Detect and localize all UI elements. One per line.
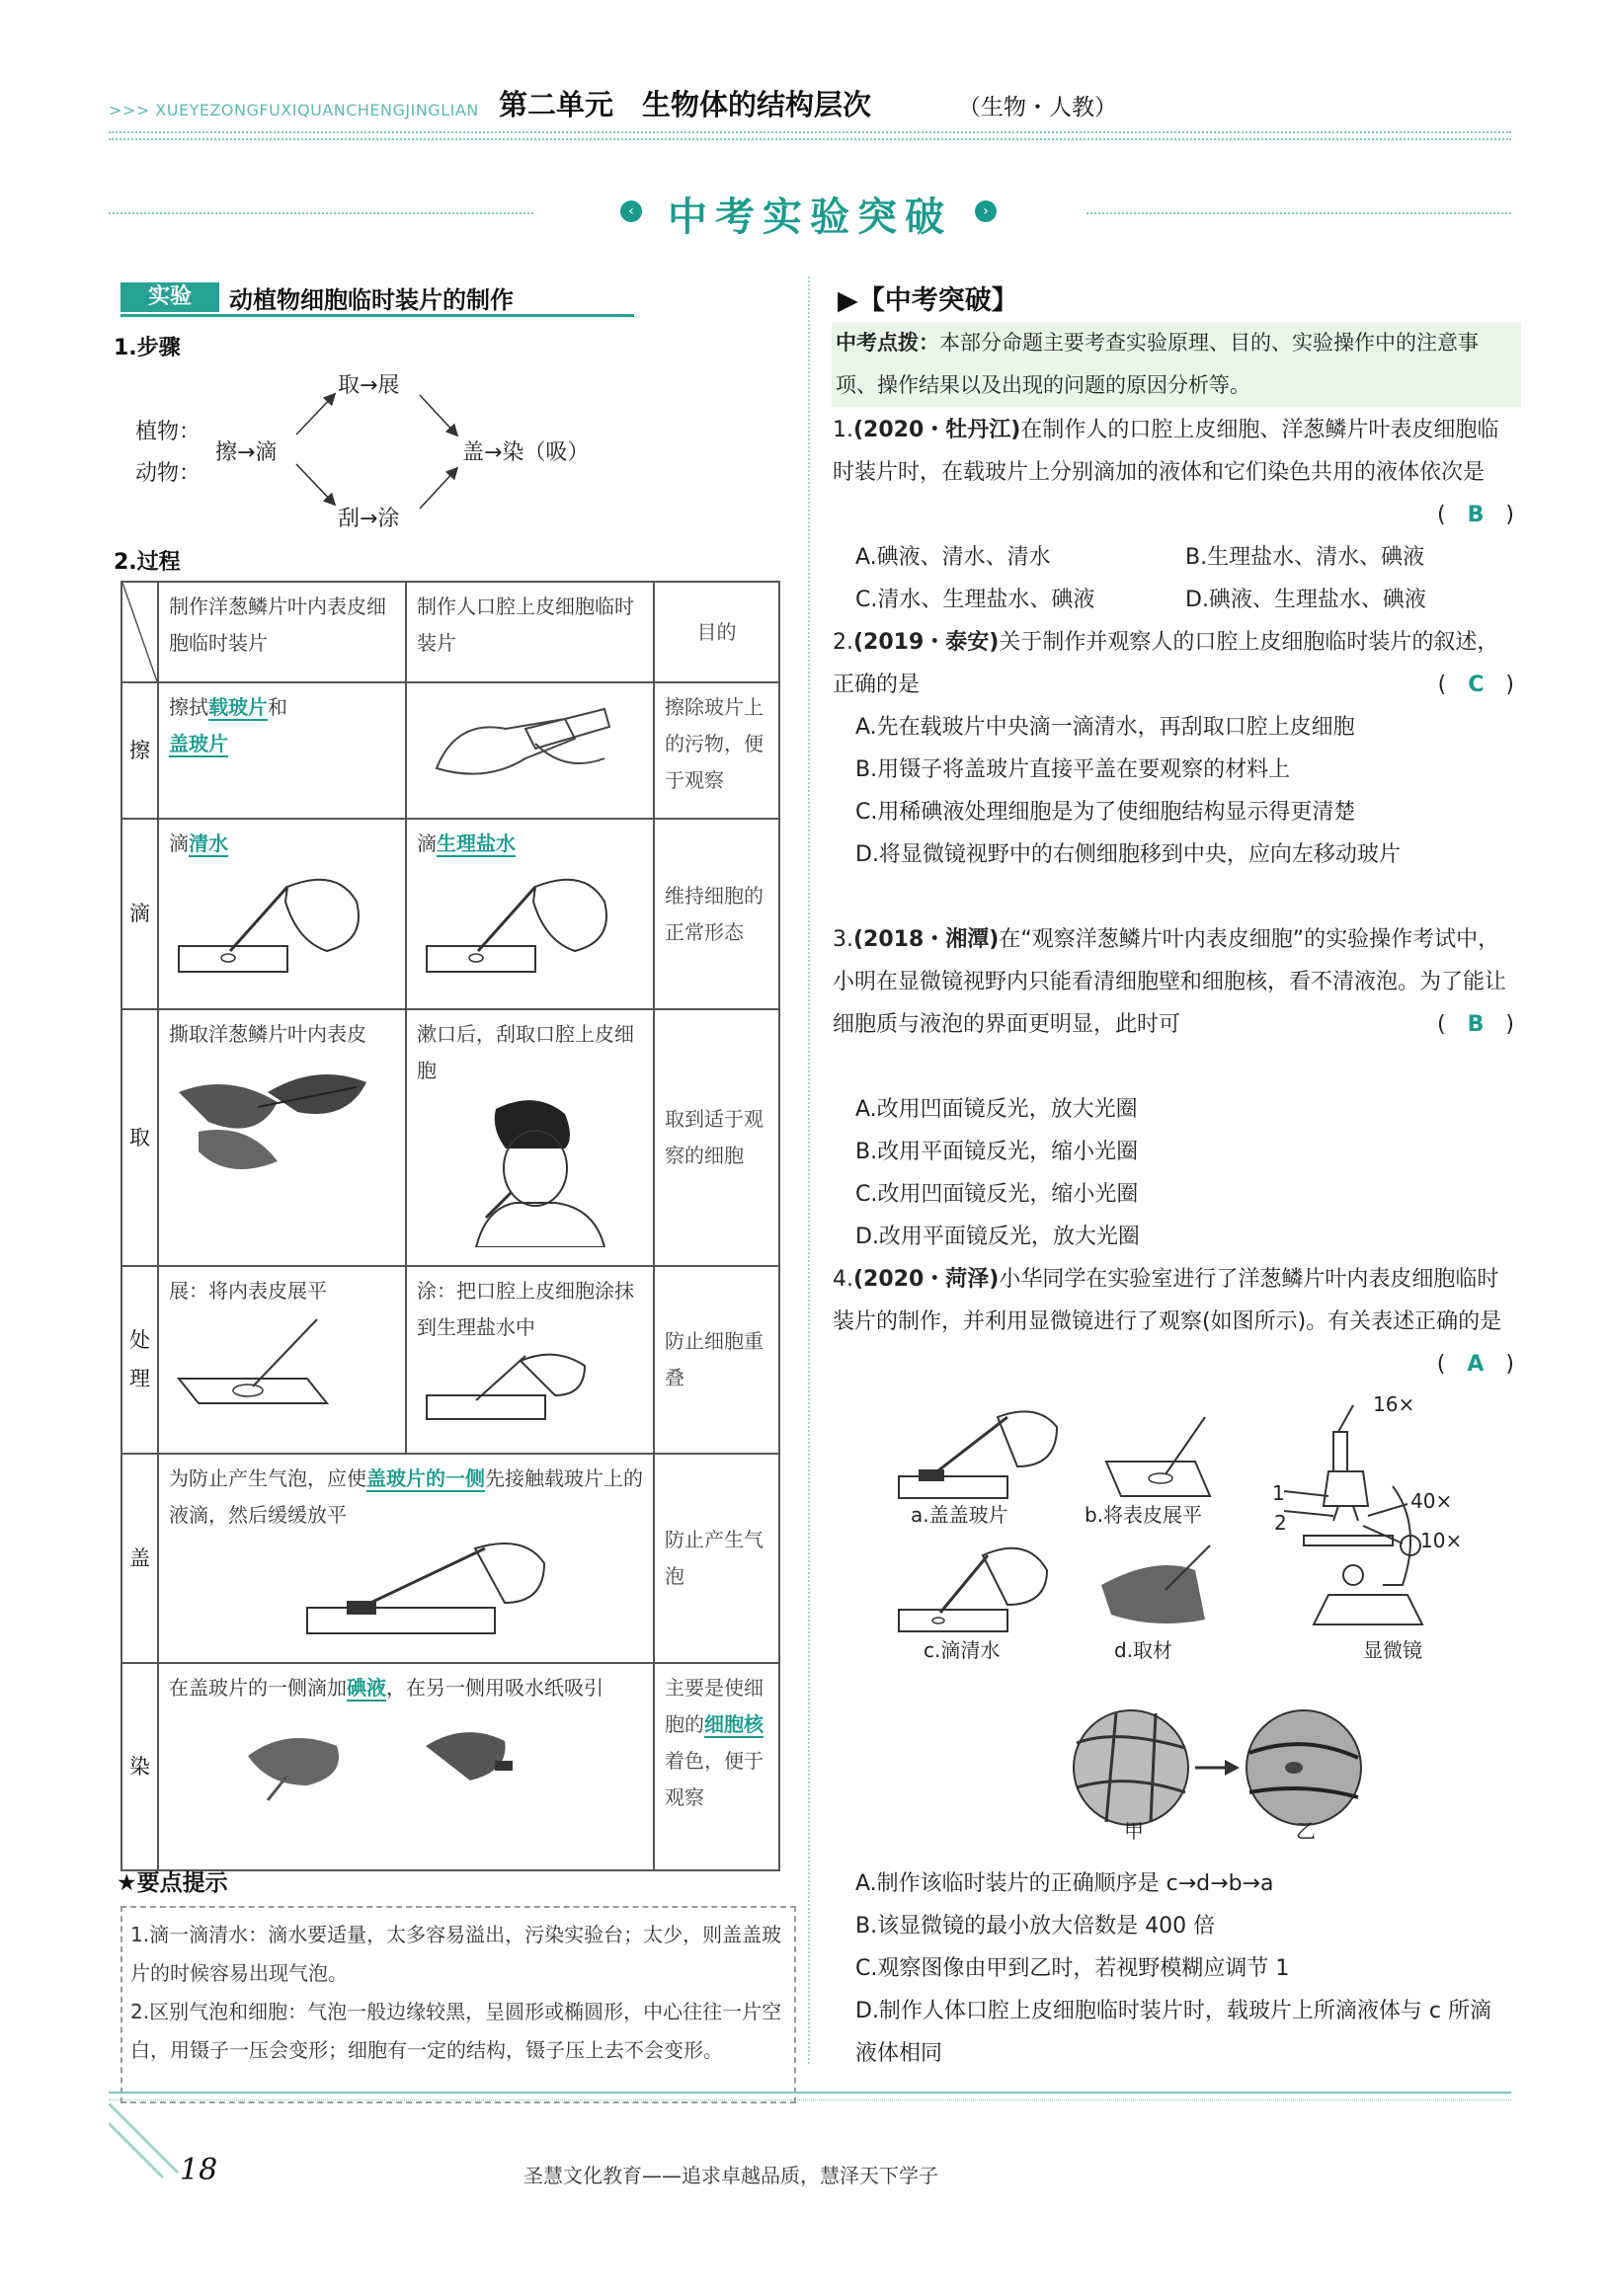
q1-option-b: B.生理盐水、清水、碘液 — [1185, 545, 1425, 570]
staining-hands-image — [228, 1706, 643, 1805]
q4-option-c: C.观察图像由甲到乙时，若视野模糊应调节 1 — [855, 1956, 1290, 1981]
q3-option-d: D.改用平面镜反光，放大光圈 — [855, 1225, 1140, 1249]
row-process-goal: 防止细胞重叠 — [654, 1266, 779, 1454]
tips-heading: ★要点提示 — [117, 1870, 228, 1896]
fig-label-d: d.取材 — [1114, 1638, 1173, 1662]
cover-text-a: 为防止产生气泡，应使 — [169, 1466, 366, 1490]
stain-goal-a: 主要是使细胞的 — [665, 1676, 764, 1736]
table-row — [121, 1266, 779, 1454]
q4-option-d: D.制作人体口腔上皮细胞临时装片时，载玻片上所滴液体与 c 所滴液体相同 — [855, 1999, 1492, 2066]
row-stain-goal — [654, 1663, 779, 1870]
table-corner — [121, 582, 158, 682]
page-number: 18 — [180, 2153, 218, 2187]
row-cover-text — [158, 1454, 654, 1663]
fig-label-microscope: 显微镜 — [1363, 1638, 1422, 1662]
col-plant-header: 制作洋葱鳞片叶内表皮细胞临时装片 — [158, 582, 406, 682]
q3-answer: B — [1467, 1012, 1485, 1037]
row-step-label: 处理 — [121, 1266, 158, 1454]
row-wipe-plant — [158, 682, 406, 819]
q1-source: (2020・牡丹江) — [853, 418, 1021, 442]
row-wipe-illustration — [406, 682, 654, 819]
step-start: 擦→滴 — [215, 440, 278, 465]
guide-text: 本部分命题主要考查实验原理、目的、实验操作中的注意事项、操作结果以及出现的问题的原因分析等。 — [836, 331, 1479, 397]
row-drop-plant — [158, 819, 406, 1009]
exam-guide — [832, 322, 1521, 407]
steps-arrows — [0, 0, 691, 553]
q2-option-b: B.用镊子将盖玻片直接平盖在要观察的材料上 — [855, 757, 1291, 782]
process-table — [121, 581, 780, 1871]
row-cover-goal: 防止产生气泡 — [654, 1454, 779, 1663]
fig-label-16x: 16× — [1373, 1392, 1415, 1416]
q2-option-c: C.用稀碘液处理细胞是为了使细胞结构显示得更清楚 — [855, 800, 1356, 825]
q4-figure — [869, 1397, 1521, 1852]
fig-a-image — [899, 1411, 1057, 1498]
footer-divider — [109, 2092, 1511, 2094]
q1-option-c: C.清水、生理盐水、碘液 — [855, 588, 1095, 612]
view-yi-image — [1246, 1710, 1361, 1825]
smearing-cells-image — [417, 1346, 624, 1425]
cover-highlight: 盖玻片的一侧 — [366, 1466, 485, 1490]
q4-num: 4. — [833, 1267, 853, 1292]
table-header-row — [121, 582, 779, 682]
fig-d-image — [1101, 1545, 1210, 1623]
fig-c-image — [899, 1548, 1047, 1631]
row-process-animal — [406, 1266, 654, 1454]
wipe-highlight-cover: 盖玻片 — [169, 732, 228, 755]
row-take-plant — [158, 1009, 406, 1266]
chevron-right-icon: › — [975, 200, 997, 222]
row-step-label: 滴 — [121, 819, 158, 1009]
q3-stem: 在“观察洋葱鳞片叶内表皮细胞”的实验操作考试中，小明在显微镜视野内只能看清细胞壁和细胞核，看不清液泡。为了能让细胞质与液泡的界面更明显，此时可 — [833, 927, 1507, 1037]
stain-highlight-iodine: 碘液 — [347, 1676, 386, 1700]
fig-label-part-1: 1 — [1272, 1481, 1285, 1505]
q2-option-d: D.将显微镜视野中的右侧细胞移到中央，应向左移动玻片 — [855, 842, 1401, 867]
table-row — [121, 1009, 779, 1266]
tip-item: 2.区别气泡和细胞：气泡一般边缘较黑，呈圆形或椭圆形，中心往往一片空白，用镊子一压会变形；细胞有一定的结构，镊子压上去不会变形。 — [130, 2000, 782, 2062]
row-step-label: 染 — [121, 1663, 158, 1870]
q3-option-a: A.改用凹面镜反光，放大光圈 — [855, 1097, 1138, 1122]
q3-source: (2018・湘潭) — [853, 927, 1000, 952]
question-3: 3.(2018・湘潭)在“观察洋葱鳞片叶内表皮细胞”的实验操作考试中，小明在显微镜视野内只能看清细胞壁和细胞核，看不清液泡。为了能让细胞质与液泡的界面更明显，此时可 ( B ) — [833, 927, 1514, 1037]
row-stain-text — [158, 1663, 654, 1870]
q3-option-b: B.改用平面镜反光，缩小光圈 — [855, 1140, 1139, 1164]
q2-answer: C — [1468, 673, 1485, 697]
table-row — [121, 1663, 779, 1870]
dropper-slide-image-2 — [417, 862, 624, 990]
peeling-onion-image — [169, 1053, 376, 1181]
q1-option-d: D.碘液、生理盐水、碘液 — [1185, 588, 1426, 612]
step-lower: 刮→涂 — [338, 507, 400, 531]
fig-b-image — [1106, 1417, 1210, 1496]
fig-label-part-2: 2 — [1274, 1511, 1287, 1535]
dropper-slide-image — [169, 862, 376, 990]
q2-num: 2. — [833, 630, 853, 655]
q2-option-a: A.先在载玻片中央滴一滴清水，再刮取口腔上皮细胞 — [855, 715, 1355, 740]
drop-highlight-water: 清水 — [189, 831, 228, 855]
q4-source: (2020・菏泽) — [853, 1267, 1000, 1292]
q4-option-b: B.该显微镜的最小放大倍数是 400 倍 — [855, 1914, 1216, 1939]
fig-label-b: b.将表皮展平 — [1085, 1503, 1203, 1527]
step-upper: 取→展 — [338, 373, 400, 398]
fig-label-40x: 40× — [1410, 1489, 1453, 1513]
breakthrough-heading: ▶【中考突破】 — [838, 285, 1018, 316]
q3-num: 3. — [833, 927, 853, 952]
table-row — [121, 1454, 779, 1663]
stain-goal-b: 着色，便于观察 — [665, 1749, 764, 1809]
section-banner: 中考实验突破 — [668, 195, 952, 240]
cover-text-b: 先接触载玻片上的液滴，然后缓缓放平 — [169, 1466, 643, 1527]
q3-option-c: C.改用凹面镜反光，缩小光圈 — [855, 1182, 1139, 1207]
subject-label: （生物・人教） — [958, 95, 1117, 120]
corner-diagonal — [122, 583, 157, 681]
column-divider — [808, 277, 810, 2064]
q2-source: (2019・泰安) — [853, 630, 1000, 655]
fig-label-jia: 甲 — [1124, 1819, 1144, 1843]
stain-text-b: ，在另一侧用吸水纸吸引 — [386, 1676, 603, 1700]
steps-heading: 1.步骤 — [114, 336, 181, 360]
unit-title: 第二单元 生物体的结构层次 — [499, 88, 872, 121]
plant-label: 植物： — [135, 420, 201, 444]
guide-label: 中考点拨： — [836, 331, 939, 355]
spreading-tissue-image — [169, 1309, 376, 1418]
row-process-plant — [158, 1266, 406, 1454]
q1-stem: 在制作人的口腔上皮细胞、洋葱鳞片叶表皮细胞临时装片时，在载玻片上分别滴加的液体和它们染色共用的液体依次是 — [833, 418, 1499, 485]
step-end: 盖→染（吸） — [462, 440, 590, 465]
tip-item: 1.滴一滴清水：滴水要适量，太多容易溢出，污染实验台；太少，则盖盖玻片的时候容易出现气泡。 — [130, 1923, 782, 1985]
col-goal-header: 目的 — [654, 582, 779, 682]
wipe-highlight-slide: 载玻片 — [208, 695, 268, 719]
experiment-title: 动植物细胞临时装片的制作 — [229, 286, 514, 314]
take-animal-text: 漱口后，刮取口腔上皮细胞 — [417, 1022, 634, 1082]
tips-text — [130, 1916, 787, 2070]
process-animal-text: 涂：把口腔上皮细胞涂抹到生理盐水中 — [417, 1279, 634, 1339]
question-4: 4.(2020・菏泽)小华同学在实验室进行了洋葱鳞片叶内表皮细胞临时装片的制作，并利用显微镜进行了观察(如图所示)。有关表述正确的是 ( A ) — [833, 1267, 1514, 1377]
question-2: 2.(2019・泰安)关于制作并观察人的口腔上皮细胞临时装片的叙述，正确的是 ( C ) — [833, 630, 1514, 697]
banner-line-right — [1086, 212, 1511, 214]
row-step-label: 取 — [121, 1009, 158, 1266]
wipe-text-b: 和 — [268, 695, 287, 719]
lowering-coverslip-image — [228, 1534, 643, 1642]
stain-text-a: 在盖玻片的一侧滴加 — [169, 1676, 347, 1700]
drop-highlight-saline: 生理盐水 — [437, 831, 516, 855]
col-animal-header: 制作人口腔上皮细胞临时装片 — [406, 582, 654, 682]
wiping-hands-image — [417, 689, 624, 798]
fig-label-c: c.滴清水 — [924, 1638, 1001, 1662]
row-drop-animal — [406, 819, 654, 1009]
q1-num: 1. — [833, 418, 853, 442]
q4-answer: A — [1467, 1352, 1485, 1377]
view-arrow — [1195, 1760, 1240, 1776]
q1-option-a: A.碘液、清水、清水 — [855, 545, 1051, 570]
row-step-label: 盖 — [121, 1454, 158, 1663]
row-wipe-goal: 擦除玻片上的污物，便于观察 — [654, 682, 779, 819]
fig-label-yi: 乙 — [1296, 1819, 1316, 1843]
footer-divider-2 — [109, 2099, 1511, 2100]
wipe-text-a: 擦拭 — [169, 695, 208, 719]
experiment-tag: 实验 — [121, 282, 219, 312]
microscope-image — [1284, 1405, 1422, 1624]
footer-slogan: 圣慧文化教育——追求卓越品质，慧泽天下学子 — [523, 2164, 938, 2187]
row-step-label: 擦 — [121, 682, 158, 819]
header-pinyin: >>> XUEYEZONGFUXIQUANCHENGJINGLIAN — [109, 101, 479, 119]
boy-scraping-cheek-image — [417, 1089, 624, 1247]
row-take-animal — [406, 1009, 654, 1266]
drop-text: 滴 — [169, 831, 189, 855]
fig-label-a: a.盖盖玻片 — [911, 1503, 1008, 1527]
fig-label-10x: 10× — [1420, 1529, 1463, 1552]
process-plant-text: 展：将内表皮展平 — [169, 1279, 327, 1303]
row-take-goal: 取到适于观察的细胞 — [654, 1009, 779, 1266]
row-drop-goal: 维持细胞的正常形态 — [654, 819, 779, 1009]
process-heading: 2.过程 — [114, 550, 181, 575]
table-row — [121, 682, 779, 819]
q2-stem: 关于制作并观察人的口腔上皮细胞临时装片的叙述，正确的是 — [833, 630, 1499, 697]
drop-animal-text: 滴 — [417, 831, 437, 855]
q1-answer: B — [1467, 503, 1485, 527]
q4-option-a: A.制作该临时装片的正确顺序是 c→d→b→a — [855, 1871, 1274, 1896]
animal-label: 动物： — [135, 461, 201, 486]
q4-stem: 小华同学在实验室进行了洋葱鳞片叶内表皮细胞临时装片的制作，并利用显微镜进行了观察(如图所示)。有关表述正确的是 — [833, 1267, 1502, 1334]
view-jia-image — [1074, 1710, 1188, 1825]
question-1: 1.(2020・牡丹江)在制作人的口腔上皮细胞、洋葱鳞片叶表皮细胞临时装片时，在载玻片上分别滴加的液体和它们染色共用的液体依次是 ( B ) — [833, 418, 1514, 527]
take-plant-text: 撕取洋葱鳞片叶内表皮 — [169, 1022, 366, 1046]
table-row — [121, 819, 779, 1009]
chevron-left-icon: ‹ — [620, 200, 642, 222]
stain-highlight-nucleus: 细胞核 — [704, 1712, 764, 1736]
